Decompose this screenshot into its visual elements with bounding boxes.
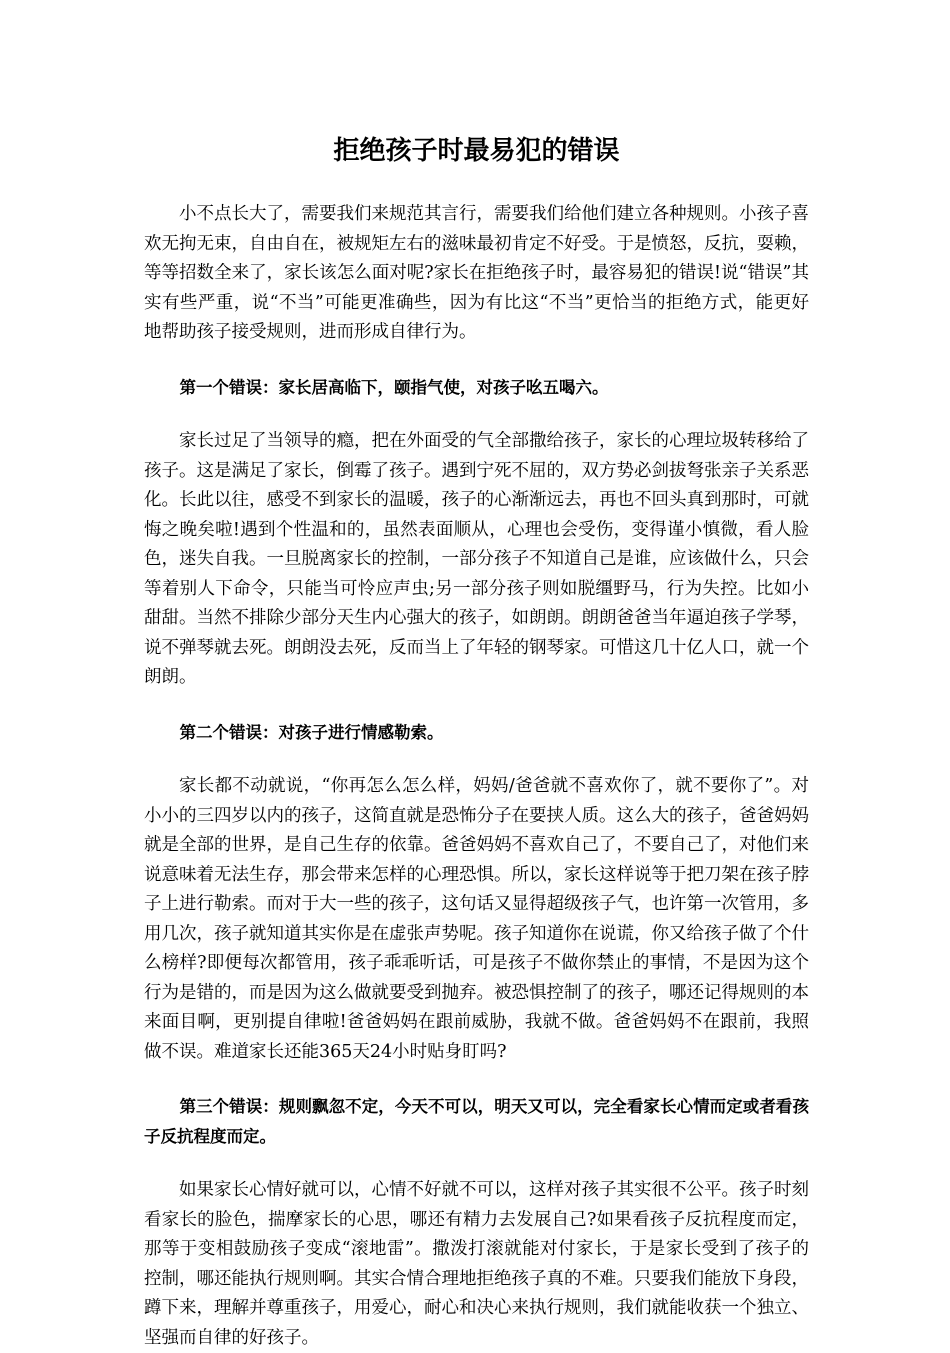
spacer	[144, 1151, 809, 1176]
section-body-1: 家长过足了当领导的瘾，把在外面受的气全部撒给孩子，家长的心理垃圾转移给了孩子。这是满足了家长，倒霉了孩子。遇到宁死不屈的，双方势必剑拔弩张亲子关系恶化。长此以往，感受不到家长的温暖，孩子的心渐渐远去，再也不回头真到那时，可就悔之晚矣啦!遇到个性温和的，虽然表面顺从，心理也会受伤，变得谨小慎微，看人脸色，迷失自我。一旦脱离家长的控制，一部分孩子不知道自己是谁，应该做什么，只会等着别人下命令，只能当可怜应声虫;另一部分孩子则如脱缰野马，行为失控。比如小甜甜。当然不排除少部分天生内心强大的孩子，如朗朗。朗朗爸爸当年逼迫孩子学琴，说不弹琴就去死。朗朗没去死，反而当上了年轻的钢琴家。可惜这几十亿人口，就一个朗朗。	[144, 431, 809, 687]
spacer	[144, 168, 809, 200]
spacer	[144, 402, 809, 427]
spacer	[144, 348, 809, 373]
document-page	[144, 134, 809, 1353]
section-heading-2: 第二个错误：对孩子进行情感勒索。	[179, 722, 444, 742]
spacer	[144, 693, 809, 718]
section-heading-3: 第三个错误：规则飘忽不定，今天不可以，明天又可以，完全看家长心情而定或者看孩子反抗程度而定。	[144, 1097, 809, 1146]
section-body-2: 家长都不动就说，“你再怎么怎么样，妈妈/爸爸就不喜欢你了，就不要你了”。对小小的三四岁以内的孩子，这简直就是恐怖分子在要挟人质。这么大的孩子，爸爸妈妈就是全部的世界，是自己生存的依靠。爸爸妈妈不喜欢自己了，不要自己了，对他们来说意味着无法生存，那会带来怎样的心理恐惧。所以，家长这样说等于把刀架在孩子脖子上进行勒索。而对于大一些的孩子，这句话又显得超级孩子气，也许第一次管用，多用几次，孩子就知道其实你是在虚张声势呢。孩子知道你在说谎，你又给孩子做了个什么榜样?即便每次都管用，孩子乖乖听话，可是孩子不做你禁止的事情，不是因为这个行为是错的，而是因为这么做就要受到抛弃。被恐惧控制了的孩子，哪还记得规则的本来面目啊，更别提自律啦!爸爸妈妈在跟前威胁，我就不做。爸爸妈妈不在跟前，我照做不误。难道家长还能365天24小时贴身盯吗?	[144, 776, 809, 1062]
intro-paragraph: 小不点长大了，需要我们来规范其言行，需要我们给他们建立各种规则。小孩子喜欢无拘无束，自由自在，被规矩左右的滋味最初肯定不好受。于是愤怒，反抗，耍赖，等等招数全来了，家长该怎么面对呢?家长在拒绝孩子时，最容易犯的错误!说“错误”其实有些严重，说“不当”可能更准确些，因为有比这“不当”更恰当的拒绝方式，能更好地帮助孩子接受规则，进而形成自律行为。	[144, 204, 809, 342]
section-body-3: 如果家长心情好就可以，心情不好就不可以，这样对孩子其实很不公平。孩子时刻看家长的脸色，揣摩家长的心思，哪还有精力去发展自己?如果看孩子反抗程度而定，那等于变相鼓励孩子变成“滚地雷”。撒泼打滚就能对付家长，于是家长受到了孩子的控制，哪还能执行规则啊。其实合情合理地拒绝孩子真的不难。只要我们能放下身段，蹲下来，理解并尊重孩子，用爱心，耐心和决心来执行规则，我们就能收获一个独立、坚强而自律的好孩子。	[144, 1180, 809, 1348]
spacer	[144, 747, 809, 772]
section-heading-1: 第一个错误：家长居高临下，颐指气使，对孩子吆五喝六。	[179, 377, 609, 397]
spacer	[144, 1067, 809, 1092]
document-title: 拒绝孩子时最易犯的错误	[333, 136, 620, 166]
